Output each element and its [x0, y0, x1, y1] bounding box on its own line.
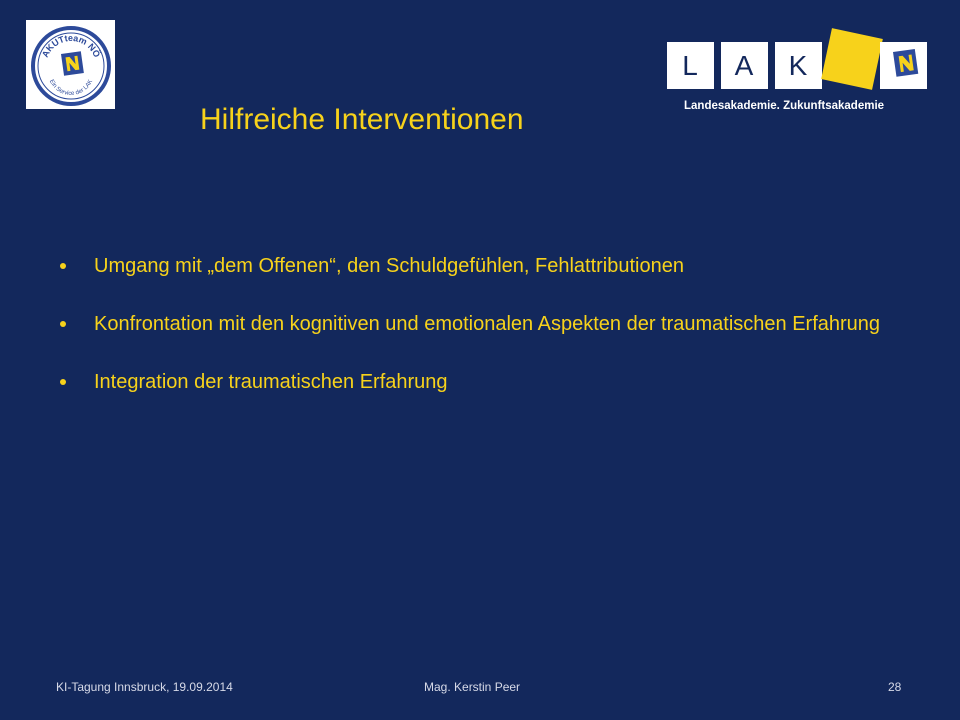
- bullet-list: [60, 252, 900, 426]
- niederoesterreich-n-icon: [880, 42, 927, 89]
- footer-author: Mag. Kerstin Peer: [424, 680, 521, 694]
- lak-yellow-square: [821, 28, 883, 90]
- page-number: 28: [888, 680, 902, 694]
- akut-team-logo: [26, 20, 115, 109]
- lak-letter-k: K: [775, 42, 822, 89]
- akut-top-text: AKUTteam NÖ: [39, 32, 103, 59]
- lak-logo: [664, 30, 934, 120]
- lak-tagline: Landesakademie. Zukunftsakademie: [684, 100, 885, 112]
- bullet-item: [60, 368, 900, 397]
- bullet-text: Umgang mit „dem Offenen“, den Schuldgefühlen, Fehlattributionen: [94, 255, 684, 277]
- slide-title: Hilfreiche Interventionen: [200, 103, 524, 136]
- akut-badge-icon: [26, 20, 115, 109]
- bullet-item: [60, 252, 900, 281]
- bullet-text: Konfrontation mit den kognitiven und emotionalen Aspekten der traumatischen Erfahrung: [94, 313, 881, 335]
- bullet-dot-icon: [60, 379, 66, 385]
- bullet-text: Integration der traumatischen Erfahrung: [94, 371, 448, 393]
- bullet-item: [60, 310, 900, 339]
- bullet-dot-icon: [60, 321, 66, 327]
- lak-letter-l: L: [667, 42, 714, 89]
- akut-bottom-text: Ein Service der LAK: [47, 78, 95, 98]
- footer-event: KI-Tagung Innsbruck, 19.09.2014: [56, 680, 233, 694]
- bullet-dot-icon: [60, 263, 66, 269]
- lak-letter-a: A: [721, 42, 768, 89]
